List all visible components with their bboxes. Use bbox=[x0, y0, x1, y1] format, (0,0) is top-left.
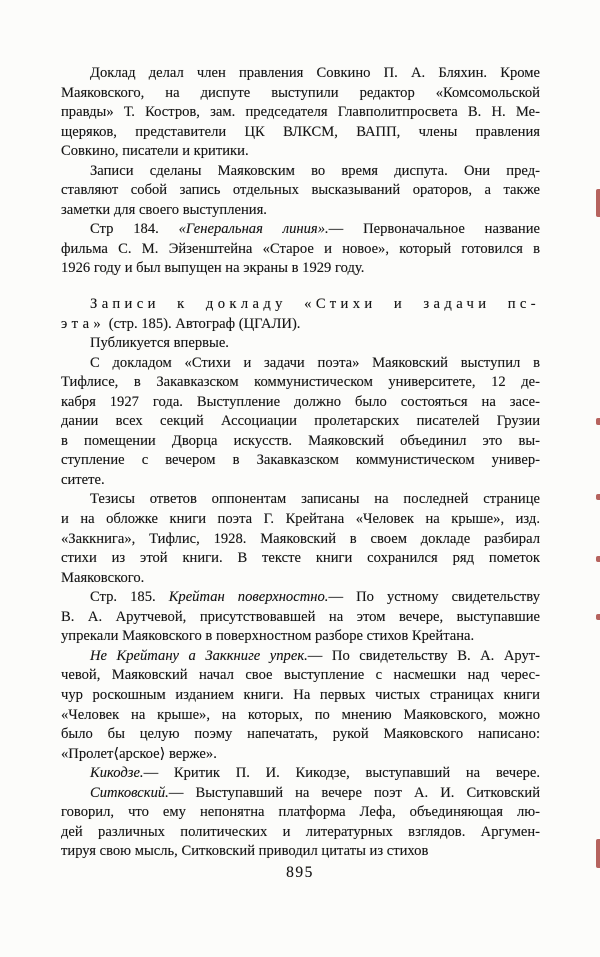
text-block bbox=[61, 64, 540, 862]
text-line bbox=[61, 240, 540, 260]
text-line bbox=[61, 530, 540, 550]
text-run: дей различных политических и литературных взглядов. Аргумен- bbox=[61, 823, 540, 840]
text-run: упрекали Маяковского в поверхностном разборе стихов Крейтана. bbox=[61, 628, 475, 645]
text-run: — Критик П. И. Кикодзе, выступавший на вечере. bbox=[143, 765, 540, 782]
page-edge-mark bbox=[596, 494, 600, 500]
paragraph bbox=[61, 162, 540, 221]
text-run: Тифлисе, в Закавказском коммунистическом университете, 12 де- bbox=[61, 374, 540, 391]
paragraph bbox=[61, 295, 540, 334]
text-run: «Человек на крыше», на которых, по мнению Маяковского, можно bbox=[61, 706, 540, 723]
text-line bbox=[61, 451, 540, 471]
text-run: дании всех секций Ассоциации пролетарских писателей Грузии bbox=[61, 413, 540, 430]
paragraph bbox=[61, 588, 540, 647]
text-run: (стр. 185). Автограф (ЦГАЛИ). bbox=[105, 315, 301, 332]
text-run: — По устному свидетельству bbox=[328, 589, 540, 606]
text-run: Записи сделаны Маяковским во время диспута. Они пред- bbox=[90, 162, 540, 179]
paragraph bbox=[61, 647, 540, 764]
paragraph bbox=[61, 220, 540, 279]
text-run: — Первоначальное название bbox=[328, 221, 540, 238]
text-run: чур роскошным изданием книги. На первых чистых страницах книги bbox=[61, 686, 540, 703]
page-number: 895 bbox=[286, 864, 314, 881]
paragraph bbox=[61, 354, 540, 491]
text-line bbox=[61, 201, 540, 221]
text-line bbox=[61, 64, 540, 84]
text-line bbox=[61, 162, 540, 182]
text-line bbox=[61, 490, 540, 510]
text-run: ступление с вечером в Закавказском коммунистическом универ- bbox=[61, 452, 540, 469]
text-run: Тезисы ответов оппонентам записаны на последней странице bbox=[90, 491, 540, 508]
letterspaced-text-run: Записи к докладу «Стихи и задачи пс- bbox=[90, 296, 540, 313]
paragraph bbox=[61, 784, 540, 862]
text-line bbox=[61, 295, 540, 315]
page-edge-mark bbox=[596, 556, 600, 562]
text-line bbox=[61, 745, 540, 765]
text-run: кабря 1927 года. Выступление должно было состояться на засе- bbox=[61, 393, 540, 410]
text-line bbox=[61, 725, 540, 745]
text-line bbox=[61, 412, 540, 432]
text-line bbox=[61, 220, 540, 240]
page-edge-mark bbox=[596, 839, 600, 868]
text-line bbox=[61, 608, 540, 628]
text-run: Совкино, писатели и критики. bbox=[61, 143, 249, 160]
paragraph bbox=[61, 490, 540, 588]
text-run: в помещении Дворца искусств. Маяковский объединил это вы- bbox=[61, 432, 540, 449]
text-line bbox=[61, 569, 540, 589]
text-run: — Выступавший на вечере поэт А. И. Ситковский bbox=[168, 784, 540, 801]
text-line bbox=[61, 647, 540, 667]
text-run: стихи из этой книги. В тексте книги сохранился ряд пометок bbox=[61, 550, 540, 567]
text-run: «Пролет⟨арское⟩ верже». bbox=[61, 745, 217, 762]
text-run: Доклад делал член правления Совкино П. А. Бляхин. Кроме bbox=[90, 65, 540, 81]
text-line bbox=[61, 471, 540, 491]
text-run: было бы целую поэму напечатать, рукой Маяковского написано: bbox=[61, 726, 540, 743]
text-line bbox=[61, 315, 540, 335]
text-run: Стр. 185. bbox=[90, 589, 169, 606]
text-line bbox=[61, 334, 540, 354]
text-line bbox=[61, 432, 540, 452]
text-run: и на обложке книги поэта Г. Крейтана «Человек на крыше», изд. bbox=[61, 511, 540, 528]
text-line bbox=[61, 706, 540, 726]
text-run: Публикуется впервые. bbox=[90, 335, 229, 352]
text-line bbox=[61, 510, 540, 530]
page-edge-mark bbox=[596, 418, 600, 425]
text-run: Стр 184. bbox=[90, 221, 179, 238]
text-run: правды» Т. Костров, зам. председателя Главполитпросвета В. Н. Ме- bbox=[61, 104, 540, 121]
text-run: тируя свою мысль, Ситковский приводил цитаты из стихов bbox=[61, 843, 429, 860]
text-line bbox=[61, 103, 540, 123]
text-run: В. А. Арутчевой, присутствовавшей на этом вечере, выступавшие bbox=[61, 608, 540, 625]
text-line bbox=[61, 842, 540, 862]
text-run: Маяковского. bbox=[61, 569, 145, 586]
text-line bbox=[61, 373, 540, 393]
text-run: С докладом «Стихи и задачи поэта» Маяковский выступил в bbox=[90, 354, 540, 371]
text-line bbox=[61, 588, 540, 608]
text-run: чевой, Маяковский начал свое выступление с насмешки над черес- bbox=[61, 667, 540, 684]
text-line bbox=[61, 142, 540, 162]
text-line bbox=[61, 354, 540, 374]
text-line bbox=[61, 84, 540, 104]
text-line bbox=[61, 686, 540, 706]
page-edge-mark bbox=[596, 614, 600, 620]
italic-text-run: Не Крейтану а Заккниге упрек. bbox=[90, 647, 308, 664]
text-line bbox=[61, 784, 540, 804]
text-run: Маяковского, на диспуте выступили редактор «Комсомольской bbox=[61, 84, 540, 101]
paragraph bbox=[61, 764, 540, 784]
text-run: — По свидетельству В. А. Арут- bbox=[307, 647, 540, 664]
italic-text-run: «Генеральная линия». bbox=[178, 221, 329, 238]
text-line bbox=[61, 666, 540, 686]
italic-text-run: Ситковский. bbox=[90, 784, 169, 801]
letterspaced-text-run: эта» bbox=[61, 315, 106, 332]
text-run: «Заккнига», Тифлис, 1928. Маяковский в своем докладе разбирал bbox=[61, 530, 540, 547]
text-line bbox=[61, 823, 540, 843]
text-line bbox=[61, 803, 540, 823]
paragraph bbox=[61, 64, 540, 162]
text-run: ставляют собой запись отдельных высказываний ораторов, а также bbox=[61, 182, 540, 199]
text-run: заметки для своего выступления. bbox=[61, 201, 267, 218]
text-line bbox=[61, 181, 540, 201]
italic-text-run: Кикодзе. bbox=[90, 765, 144, 782]
italic-text-run: Крейтан поверхностно. bbox=[168, 589, 329, 606]
text-line bbox=[61, 627, 540, 647]
text-line bbox=[61, 549, 540, 569]
text-line bbox=[61, 393, 540, 413]
text-line bbox=[61, 764, 540, 784]
text-run: говорил, что ему непонятна платформа Лефа, объединяющая лю- bbox=[61, 804, 540, 821]
text-run: 1926 году и был выпущен на экраны в 1929 году. bbox=[61, 260, 365, 277]
text-line bbox=[61, 123, 540, 143]
text-run: ситете. bbox=[61, 471, 105, 488]
paragraph bbox=[61, 334, 540, 354]
text-line bbox=[61, 259, 540, 279]
text-run: фильма С. М. Эйзенштейна «Старое и новое», который готовился в bbox=[61, 240, 540, 257]
text-run: щеряков, представители ЦК ВЛКСМ, ВАПП, члены правления bbox=[61, 123, 540, 140]
page-edge-mark bbox=[596, 189, 600, 217]
